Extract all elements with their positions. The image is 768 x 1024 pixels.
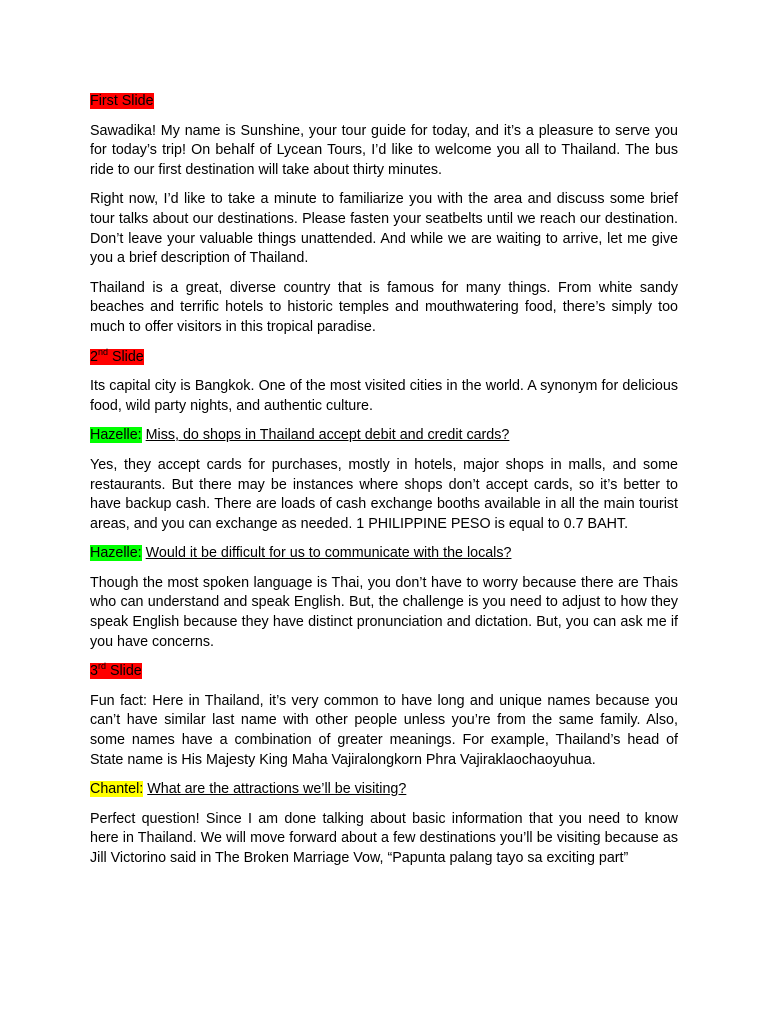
slide1-heading	[90, 92, 678, 112]
slide3-heading-label	[90, 663, 142, 679]
slide2-question-1	[90, 426, 678, 446]
slide2-paragraph-1: Its capital city is Bangkok. One of the most visited cities in the world. A synonym for delicious food, wild party nights, and authentic culture.	[90, 378, 678, 414]
slide3-heading	[90, 662, 678, 682]
question-text: Would it be difficult for us to communicate with the locals?	[145, 545, 512, 562]
slide2-answer-2: Though the most spoken language is Thai, you don’t have to worry because there are Thais who can understand and speak English. But, the challenge is you need to adjust to how they speak English because they have distinct pronunciation and dictation. But, you can ask me if you have concerns.	[90, 574, 678, 650]
slide2-heading-word: Slide	[107, 348, 144, 365]
slide1-paragraph-1: Sawadika! My name is Sunshine, your tour guide for today, and it’s a pleasure to serve you for today’s trip! On behalf of Lycean Tours, I’d like to welcome you all to Thailand. The bus ride to our first destination will take about thirty minutes.	[90, 122, 678, 178]
question-text: Miss, do shops in Thailand accept debit and credit cards?	[145, 427, 510, 444]
slide2-heading-ordinal: nd	[97, 346, 108, 357]
slide3-question-1	[90, 780, 678, 800]
slide3-answer-1: Perfect question! Since I am done talking about basic information that you need to know here in Thailand. We will move forward about a few destinations you’ll be visiting because as Jill Victorino said in The Broken Marriage Vow, “Papunta palang tayo sa exciting part”	[90, 810, 678, 866]
slide2-answer-1: Yes, they accept cards for purchases, mostly in hotels, major shops in malls, and some restaurants. But there may be instances where shops don’t accept cards, so it’s better to have backup cash. There are loads of cash exchange booths available in all the main tourist areas, and you can exchange as needed. 1 PHILIPPINE PESO is equal to 0.7 BAHT.	[90, 456, 678, 532]
question-speaker: Chantel:	[90, 781, 144, 798]
slide2-heading-number: 2	[90, 348, 98, 365]
slide2-heading-label	[90, 346, 144, 365]
slide1-paragraph-3: Thailand is a great, diverse country that is famous for many things. From white sandy beaches and terrific hotels to historic temples and mouthwatering food, there’s simply too much to offer visitors in this tropical paradise.	[90, 279, 678, 335]
question-text: What are the attractions we’ll be visiting?	[147, 781, 407, 798]
slide2-heading	[90, 348, 678, 368]
slide1-heading-label: First Slide	[90, 93, 154, 109]
question-speaker: Hazelle:	[90, 545, 142, 562]
question-speaker: Hazelle:	[90, 427, 142, 444]
slide3-heading-ordinal: rd	[97, 661, 106, 672]
slide3-paragraph-1: Fun fact: Here in Thailand, it’s very common to have long and unique names because you can’t have similar last name with other people unless you’re from the same family. Also, some names have a combination of greater meanings. For example, Thailand’s head of State name is His Majesty King Maha Vajiralongkorn Phra Vajiraklaochaoyuhua.	[90, 692, 678, 768]
slide1-paragraph-2: Right now, I’d like to take a minute to familiarize you with the area and discuss some brief tour talks about our destinations. Please fasten your seatbelts until we reach our destination. Don’t leave your valuable things unattended. And while we are waiting to arrive, let me give you a brief description of Thailand.	[90, 191, 678, 267]
slide3-heading-number: 3	[90, 663, 98, 680]
slide2-question-2	[90, 544, 678, 564]
document-page	[90, 92, 678, 879]
slide3-heading-word: Slide	[105, 663, 142, 680]
